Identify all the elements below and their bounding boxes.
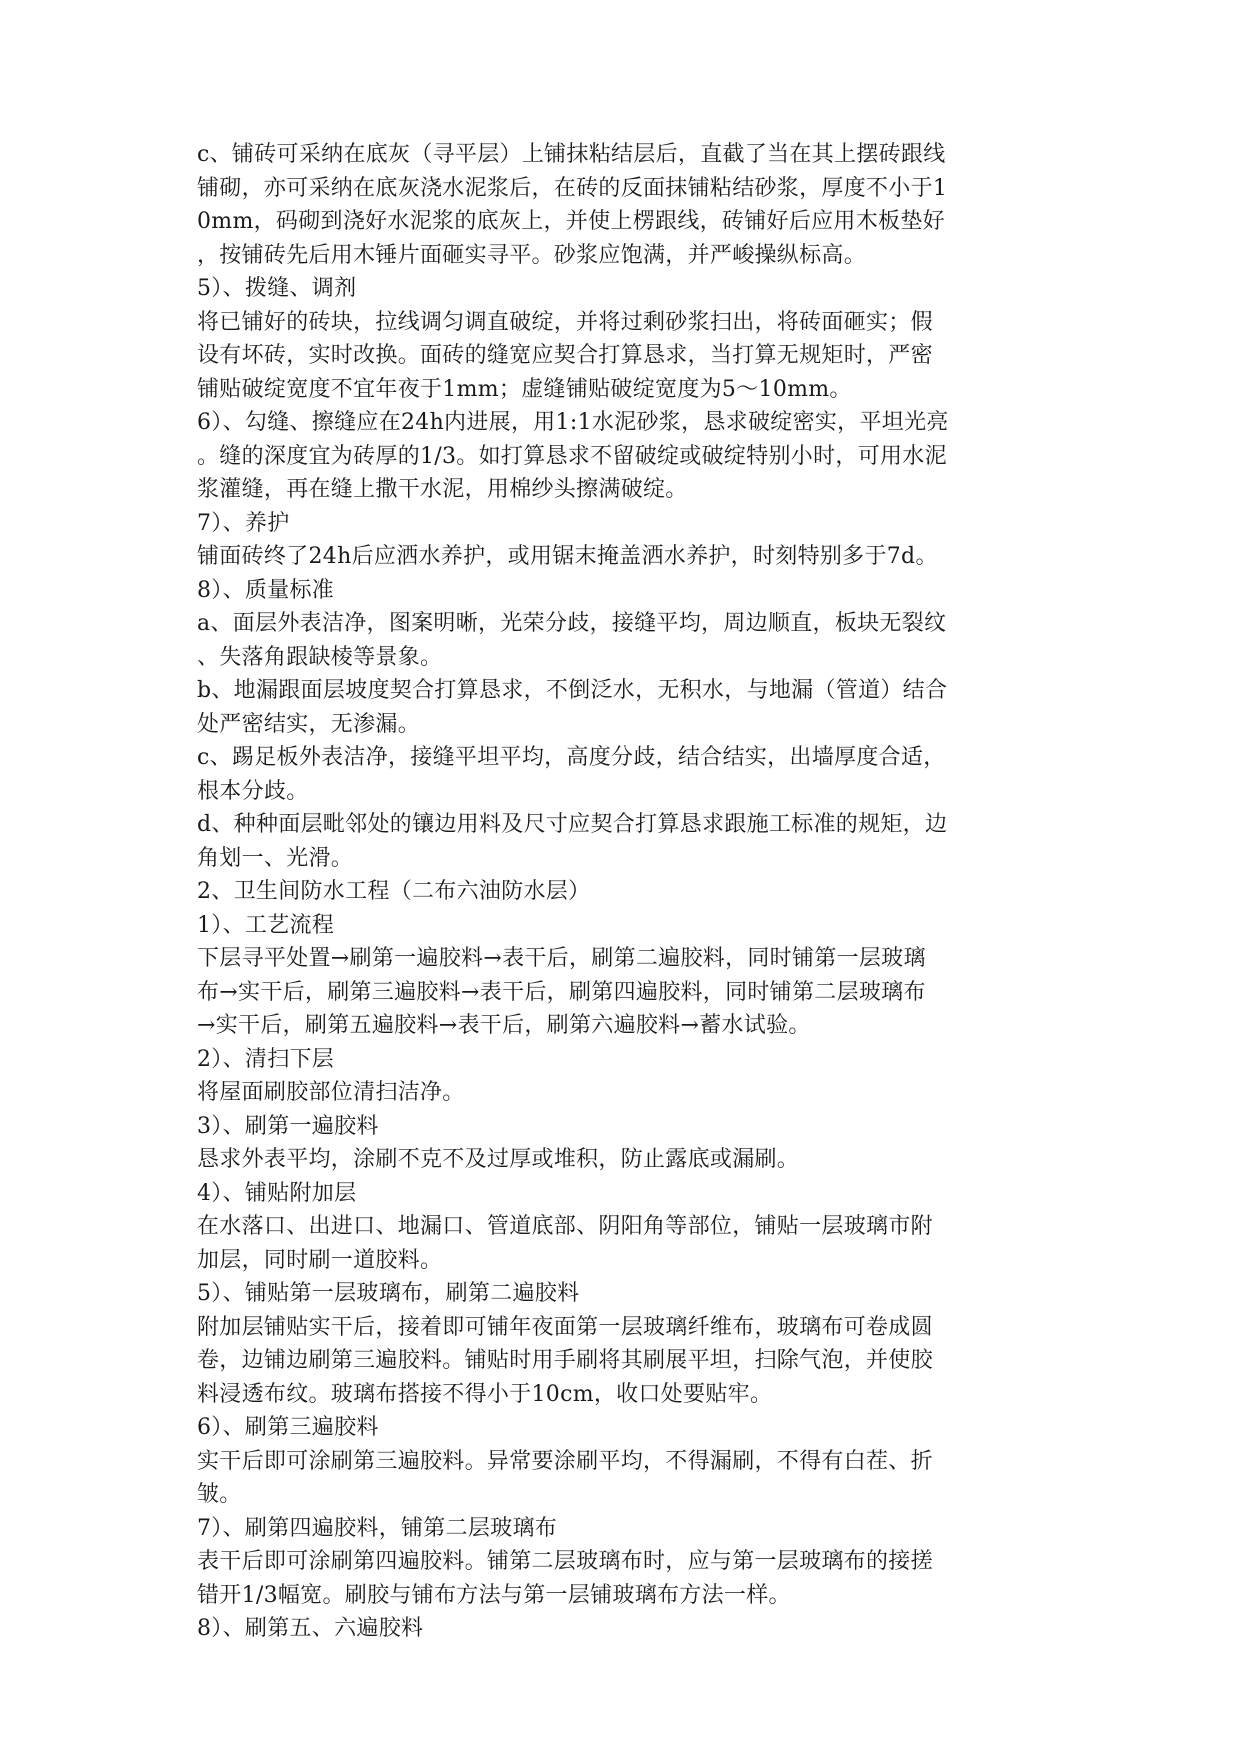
section-heading: 8）、刷第五、六遍胶料 [197, 1616, 424, 1641]
text-line: 实干后即可涂刷第三遍胶料。异常要涂刷平均，不得漏刷，不得有白茬、折 [197, 1448, 933, 1474]
text-line: 下层寻平处置→刷第一遍胶料→表干后，刷第二遍胶料，同时铺第一层玻璃 [197, 946, 926, 971]
text-line: 卷，边铺边刷第三遍胶料。铺贴时用手刷将其刷展平坦，扫除气泡，并使胶 [197, 1348, 933, 1373]
text-line: 0mm，码砌到浇好水泥浆的底灰上，并使上楞跟线，砖铺好后应用木板垫好 [197, 209, 945, 234]
section-heading: 8）、质量标准 [197, 577, 335, 603]
text-line: b、地漏跟面层坡度契合打算恳求，不倒泛水，无积水，与地漏（管道）结合 [197, 678, 948, 703]
text-line: 。缝的深度宜为砖厚的1/3。如打算恳求不留破绽或破绽特别小时，可用水泥 [197, 443, 947, 469]
text-line: 、失落角跟缺棱等景象。 [197, 644, 443, 670]
section-heading: 4）、铺贴附加层 [197, 1180, 357, 1206]
text-line: 设有坏砖，实时改换。面砖的缝宽应契合打算恳求，当打算无规矩时，严密 [197, 343, 933, 368]
section-heading: 1）、工艺流程 [197, 912, 335, 938]
text-line: 在水落口、出进口、地漏口、管道底部、阴阳角等部位，铺贴一层玻璃市附 [197, 1214, 933, 1239]
text-line: 恳求外表平均，涂刷不克不及过厚或堆积，防止露底或漏刷。 [197, 1147, 800, 1172]
section-heading: 5）、铺贴第一层玻璃布，刷第二遍胶料 [197, 1281, 580, 1306]
section-heading: 6）、刷第三遍胶料 [197, 1415, 379, 1440]
text-line: 浆灌缝，再在缝上撒干水泥，用棉纱头擦满破绽。 [197, 477, 688, 502]
document-page [197, 138, 1042, 1646]
text-line: a、面层外表洁净，图案明晰，光荣分歧，接缝平均，周边顺直，板块无裂纹 [197, 611, 947, 636]
text-line: 加层，同时刷一道胶料。 [197, 1247, 443, 1273]
text-line: 铺面砖终了24h后应洒水养护，或用锯末掩盖洒水养护，时刻特别多于7d。 [197, 544, 938, 569]
text-line: d、种种面层毗邻处的镶边用料及尺寸应契合打算恳求跟施工标准的规矩，边 [197, 812, 948, 837]
text-line: 根本分歧。 [197, 778, 309, 804]
text-line: 6）、勾缝、擦缝应在24h内进展，用1:1水泥砂浆，恳求破绽密实，平坦光亮 [197, 410, 949, 435]
text-line: 铺砌，亦可采纳在底灰浇水泥浆后，在砖的反面抹铺粘结砂浆，厚度不小于1 [197, 175, 948, 201]
text-line: 皱。 [197, 1482, 242, 1507]
section-heading: 7）、养护 [197, 510, 290, 536]
text-line: c、踢足板外表洁净，接缝平坦平均，高度分歧，结合结实，出墙厚度合适， [197, 745, 946, 770]
text-line: 铺贴破绽宽度不宜年夜于1mm；虚缝铺贴破绽宽度为5～10mm。 [197, 376, 852, 402]
text-line: 错开1/3幅宽。刷胶与铺布方法与第一层铺玻璃布方法一样。 [197, 1582, 791, 1608]
section-heading: 7）、刷第四遍胶料，铺第二层玻璃布 [197, 1515, 558, 1541]
text-line: 将已铺好的砖块，拉线调匀调直破绽，并将过剩砂浆扫出，将砖面砸实；假 [197, 309, 933, 335]
text-line: ，按铺砖先后用木锤片面砸实寻平。砂浆应饱满，并严峻操纵标高。 [197, 242, 867, 268]
text-line: 附加层铺贴实干后，接着即可铺年夜面第一层玻璃纤维布，玻璃布可卷成圆 [197, 1314, 933, 1340]
section-heading: 2）、清扫下层 [197, 1046, 335, 1072]
text-line: 布→实干后，刷第三遍胶料→表干后，刷第四遍胶料，同时铺第二层玻璃布 [197, 979, 926, 1005]
text-line: →实干后，刷第五遍胶料→表干后，刷第六遍胶料→蓄水试验。 [197, 1013, 811, 1038]
text-line: 处严密结实，无渗漏。 [197, 711, 421, 737]
text-line: 将屋面刷胶部位清扫洁净。 [197, 1080, 465, 1105]
text-line: 表干后即可涂刷第四遍胶料。铺第二层玻璃布时，应与第一层玻璃布的接搓 [197, 1549, 933, 1574]
section-heading: 5）、拨缝、调剂 [197, 276, 357, 301]
text-line: 角划一、光滑。 [197, 845, 354, 871]
section-heading: 2、卫生间防水工程（二布六油防水层） [197, 879, 591, 904]
text-line: c、铺砖可采纳在底灰（寻平层）上铺抹粘结层后，直截了当在其上摆砖跟线 [197, 142, 946, 167]
section-heading: 3）、刷第一遍胶料 [197, 1113, 379, 1139]
text-line: 料浸透布纹。玻璃布搭接不得小于10cm，收口处要贴牢。 [197, 1381, 773, 1407]
